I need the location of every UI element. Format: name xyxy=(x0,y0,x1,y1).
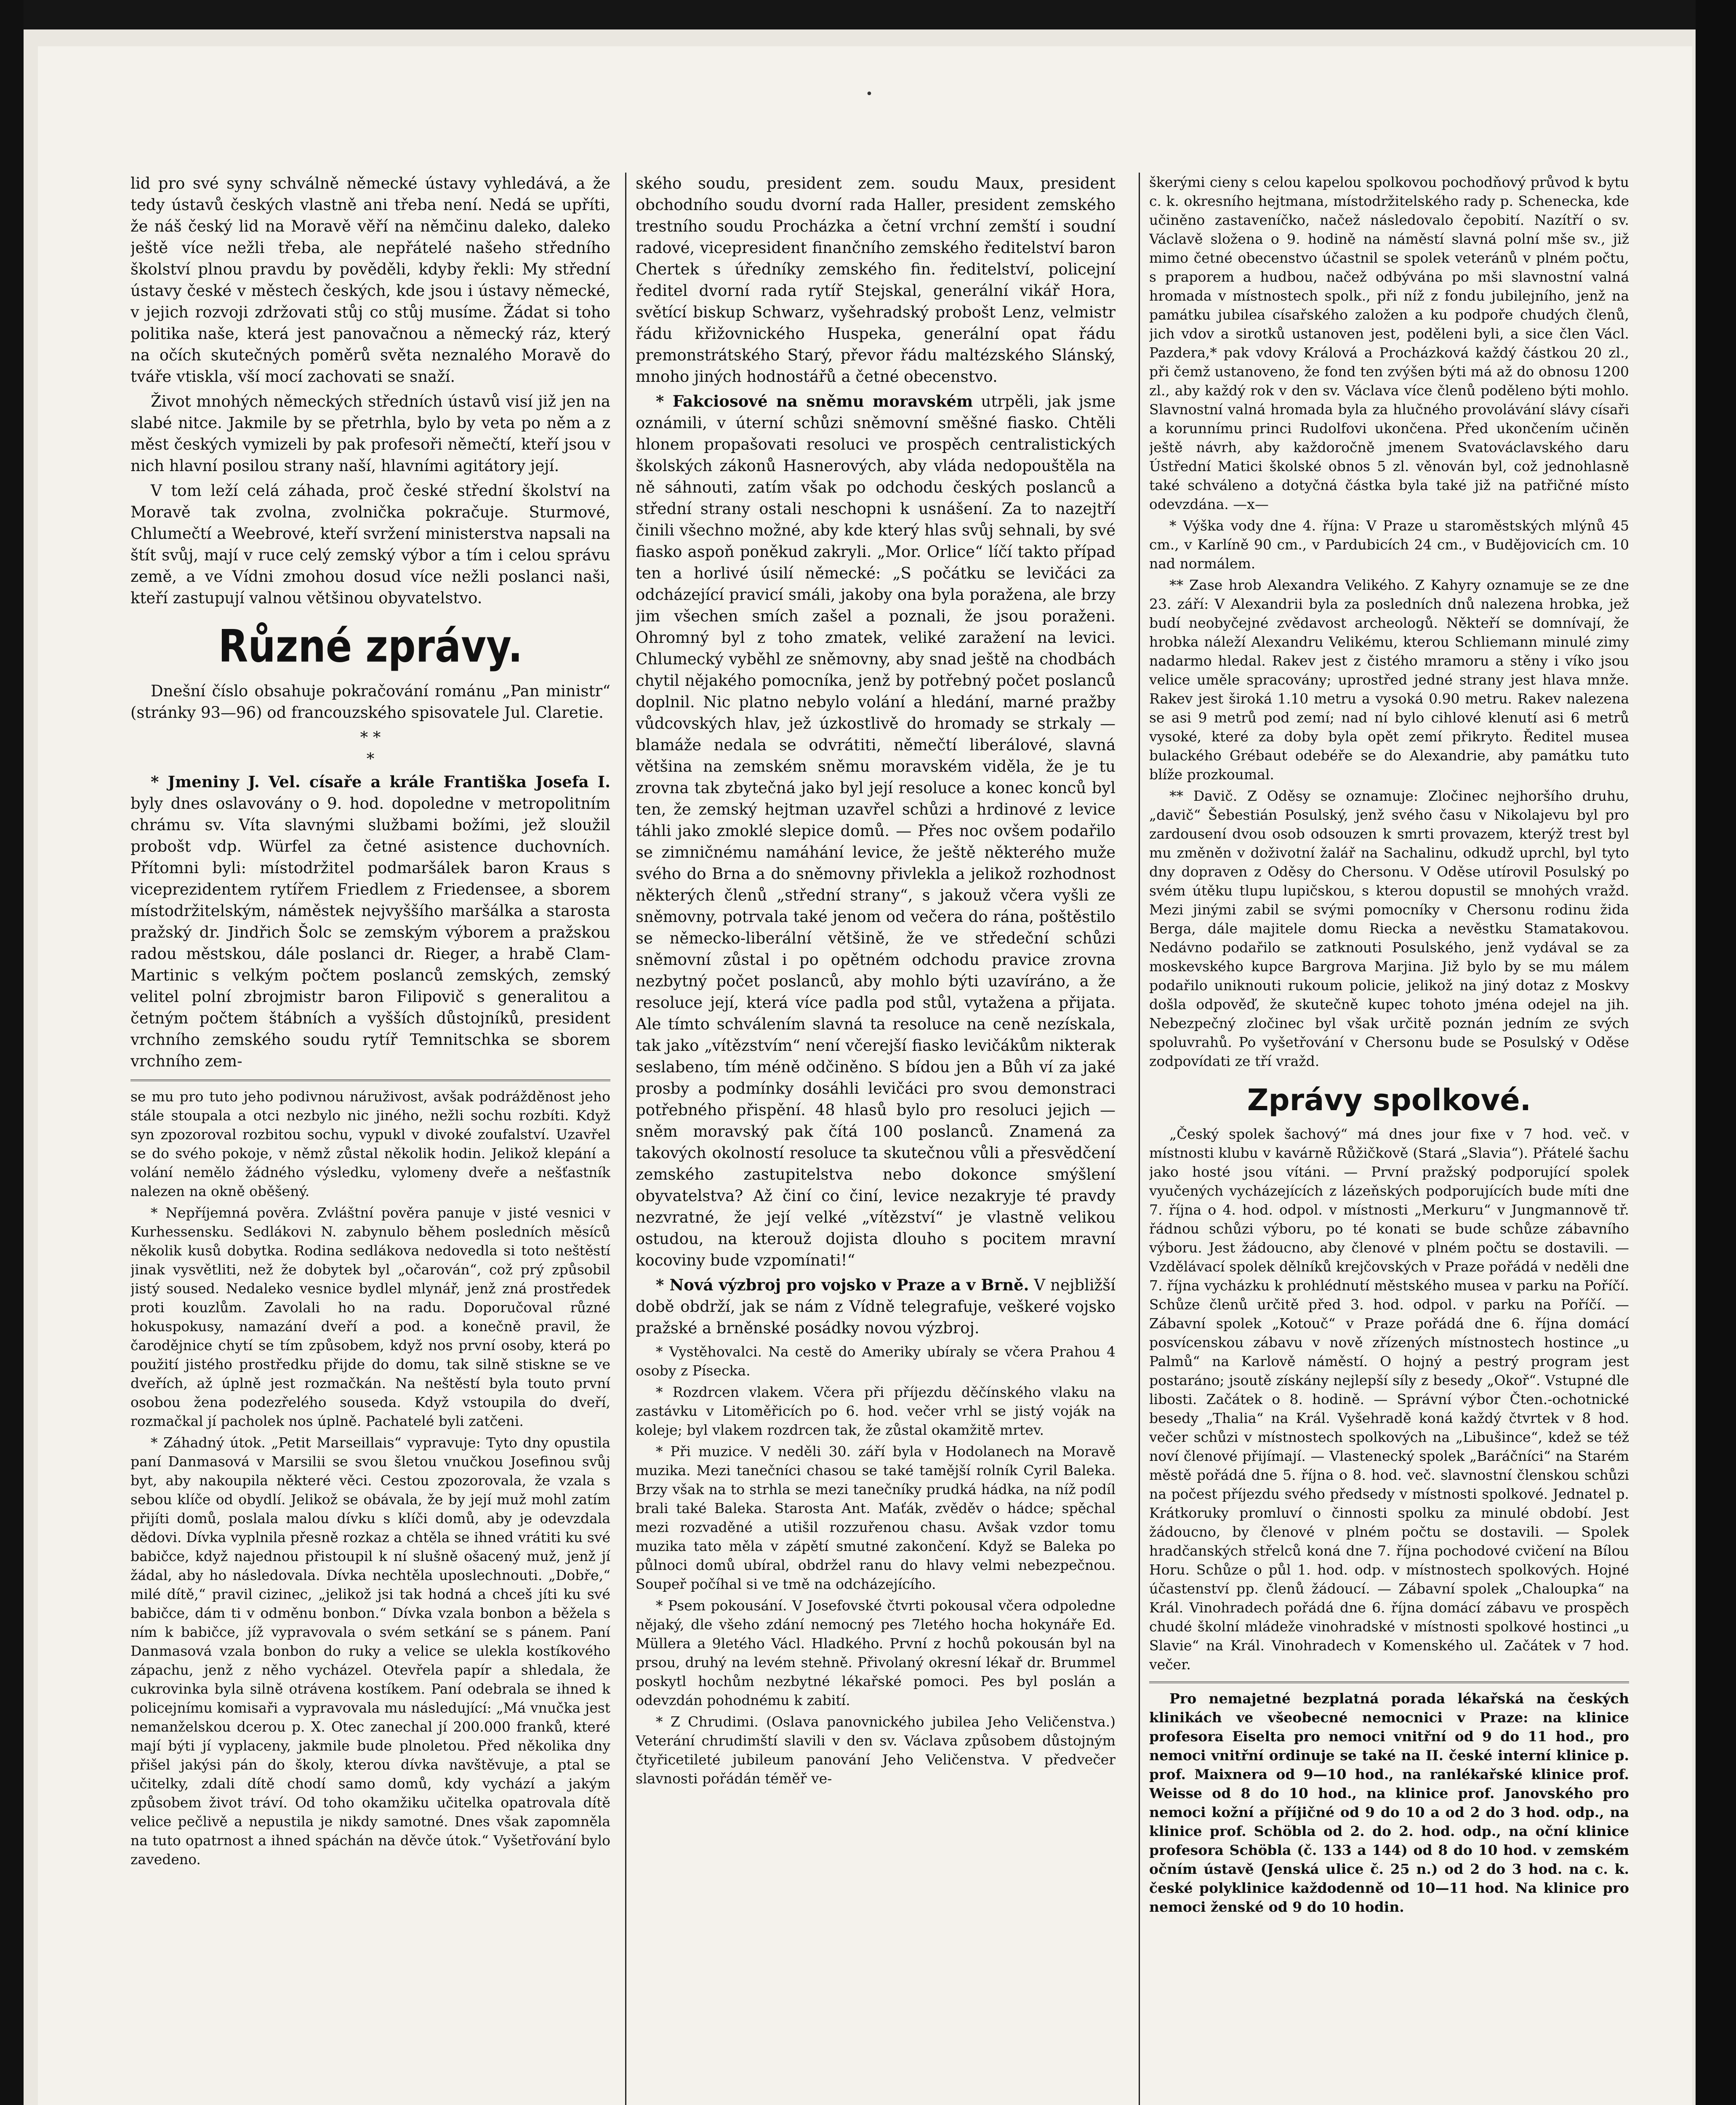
notice-paragraph: Pro nemajetné bezplatná porada lékařská na českých klinikách ve všeobecné nemocnici v Praze: na klinice profesora Eiselta pro nemoci vnitřní od 9 do 11 hod., pro nemoci vnitřní ordinuje se také na II. české interní klinice p. prof. Maixnera od 9—10 hod., na ranlékařské klinice prof. Weisse od 8 do 10 hod., na klinice prof. Janovského pro nemoci kožní a příjičné od 9 do 10 a od 2 do 3 hod. odp., na klinice prof. Schöbla od 2. do 2. hod. odp., na oční klinice profesora Schöbla (č. 133 a 144) od 8 do 10 hod. v zemském očním ústavě (Jenská ulice č. 25 n.) od 2 do 3 hod. na c. k. české polyklinice každodenně od 10—11 hod. Na klinice pro nemoci ženské od 9 do 10 hodin. xyxy=(1149,1690,1629,1915)
news-item: ** Zase hrob Alexandra Velikého. Z Kahyry oznamuje se ze dne 23. září: V Alexandrii byla za posledních dnů nalezena hrobka, jež budí neobyčejné zvědavost archeologů. Někteří se domnívají, že hrobka náleží Alexandru Velikému, kterou Schliemann minulé zimy nadarmo hledal. Rakev jest z čistého mramoru a stěny i víko jsou velice uměle spracovány; uprostřed jedné strany jest hlava mnže. Rakev jest široká 1.10 metru a vysoká 0.90 metru. Rakev nalezena se asi 9 metrů pod zemí; nad ní bylo cihlové klenutí asi 6 metrů vysoké, které za doby byla opět zemí přikryto. Ředitel musea bulackého Grébaut odebéře se do Alexandrie, aby památku tuto blíže prozkoumal. xyxy=(1149,577,1629,783)
news-item: * Z Chrudimi. (Oslava panovnického jubilea Jeho Veličenstva.) Veterání chrudimští slavili v den sv. Václava způsobem důstojným čtyřicetileté jubileum panování Jeho Veličenstva. V předvečer slavnosti pořádán téměř ve- xyxy=(636,1713,1116,1787)
page-marker: • xyxy=(865,87,873,101)
article-paragraph: Dnešní číslo obsahuje pokračování románu „Pan ministr“ (stránky 93—96) od francouzského spisovatele Jul. Claretie. xyxy=(130,682,610,722)
news-item: * Záhadný útok. „Petit Marseillais“ vypravuje: Tyto dny opustila paní Danmasová v Marsilii se svou šletou vnučkou Josefinou svůj byt, aby nakoupila některé věci. Cestou zpozorovala, že vzala s sebou klíče od obydlí. Jelikož se obávala, že by její muž mohl zatím přijíti domů, poslala malou dívku s klíči domů, aby je odevzdala dědovi. Dívka vyplnila přesně rozkaz a chtěla se ihned vrátiti ku své babičce, když najednou přistoupil k ní slušně ošacený muž, jenž jí žádal, aby ho následovala. Dívka nechtěla uposlechnouti. „Dobře,“ milé dítě,“ pravil cizinec, „jelikož jsi tak hodná a chceš jíti ku své babičce, dám ti v odměnu bonbon.“ Dívka vzala bonbon a běžela s ním k babičce, jíž vypravovala o svém setkání se s pánem. Paní Danmasová vzala bonbon do ruky a velice se ulekla kostíkového zápachu, jenž z něho vycházel. Otevřela papír a shledala, že cukrovinka byla silně otrávena kostíkem. Paní odebrala se ihned k policejnímu komisaři a vypravovala mu následující: „Má vnučka jest nemanželskou dcerou p. X. Otec zanechal jí 200.000 franků, které mají býti jí vyplaceny, jakmile bude plnoletou. Před několika dny přišel jakýsi pán do školy, kterou dívka navštěvuje, a ptal se učitelky, zdali dítě chodí samo domů, kdy vychází a jakým způsobem život tráví. Od toho okamžiku učitelka opatrovala dítě velice pečlivě a nepustila je nikdy samotné. Dnes však zapomněla na tuto opatrnost a ihned spáchán na děvče útok.“ Vyšetřování bylo zavedeno. xyxy=(130,1434,610,1868)
news-item: * Rozdrcen vlakem. Včera při příjezdu děčínského vlaku na zastávku v Litoměřicích po 6. hod. večer vrhl se jistý voják na koleje; byl vlakem rozdrcen tak, že zůstal okamžitě mrtev. xyxy=(636,1384,1116,1438)
article-paragraph: ského soudu, president zem. soudu Maux, president obchodního soudu dvorní rada Haller, president zemského trestního soudu Procházka a četní vrchní zemští i soudní radové, vicepresident finančního zemského ředitelství baron Chertek s úředníky zemského fin. ředitelství, policejní ředitel dvorní rada rytíř Stejskal, generální vikář Hora, světící biskup Schwarz, vyšehradský probošt Lenz, velmistr řádu křižovnického Huspeka, generální opat řádu premonstrátského Starý, převor řádu maltézského Slánský, mnoho jiných hodnostářů a četné obecenstvo. xyxy=(636,174,1116,386)
news-item: * Výška vody dne 4. října: V Praze u staroměstských mlýnů 45 cm., v Karlíně 90 cm., v Pardubicích 24 cm., v Budějovicích cm. 10 nad normálem. xyxy=(1149,517,1629,572)
column-rule xyxy=(625,173,626,2105)
section-rule xyxy=(1149,1681,1629,1683)
article-paragraph: V tom leží celá záhada, proč české střední školství na Moravě tak zvolna, zvolnička pokračuje. Sturmové, Chlumečtí a Weebrové, kteří svržení ministerstva napsali na štít svůj, mají v ruce celý zemský výbor a tím i celou správu země, a ve Vídni zmohou dosud více nežli poslanci naši, kteří zastupují valnou většinou obyvatelstvo. xyxy=(130,482,610,607)
article-paragraph: lid pro své syny schválně německé ústavy vyhledává, a že tedy ústavů českých vlastně ani třeba není. Nedá se upříti, že náš český lid na Moravě věří na němčinu daleko, daleko ještě více nežli třeba, ale nepřátelé našeho středního školství plnou pravdu by pověděli, kdyby řekli: My střední ústavy české v městech českých, kde jsou i ústavy německé, v jejich rozvoji zdržovati stůj co stůj musíme. Žádat si toho politika naše, která jest panovačnou a německý ráz, který na očích skutečných poměrů světa neznalého Moravě do tváře vtiskla, vší mocí zachovati se snaží. xyxy=(130,174,610,386)
news-item: se mu pro tuto jeho podivnou náruživost, avšak podrážděnost jeho stále stoupala a otci nezbylo nic jiného, nežli sochu rozbíti. Když syn zpozoroval rozbitou sochu, vypukl v divoké zoufalství. Uzavřel se do svého pokoje, v němž zůstal několik hodin. Jelikož klepání a volání nemělo žádného výsledku, vylomeny dveře a nešťastník nalezen na okně oběšený. xyxy=(130,1088,610,1199)
column-2 xyxy=(636,173,1116,2105)
section-heading: Různé zprávy. xyxy=(218,620,523,672)
news-item: ** Davič. Z Oděsy se oznamuje: Zločinec nejhoršího druhu, „davič“ Šebestián Posulský, jenž svého času v Nikolajevu byl pro zardousení dvou osob odsouzen k smrti provazem, kterýž trest byl mu změněn v doživotní žalář na Sachalinu, odkudž uprchl, byl tyto dny dopraven z Oděsy do Chersonu. V Oděse utírovil Posulský po svém útěku tlupu lupičskou, s kterou dopustil se mnohých vražd. Mezi jinými zabil se svými pomocníky v Chersonu rodinu žida Berga, dále majitele domu Riecka a nevěstku Stamatakovou. Nedávno podařilo se zatknouti Posulského, jenž vydával se za moskevského kupce Bargrova Marjina. Již bylo by se mu málem podařilo uniknouti rukoum policie, jelikož na jiný dotaz z Moskvy došla odpověď, že skutečně kupec tohoto jména odejel na jih. Nebezpečný zločinec byl však určitě poznán jedním ze svých spoluvrahů. Po vyšetřování v Chersonu bude se Posulský v Oděse zodpovídati ze tří vražd. xyxy=(1149,788,1629,1069)
news-item: * Nepříjemná pověra. Zvláštní pověra panuje v jisté vesnici v Kurhessensku. Sedlákovi N. zabynulo během posledních měsíců několik kusů dobytka. Rodina sedlákova nedovedla si toto neštěstí jinak vysvětliti, než že dobytek byl „očarován“, což prý způsobil jistý soused. Nedaleko vesnice bydlel mlynář, jenž zná prostředek proti kouzlům. Zavolali ho na radu. Doporučoval různé hokuspokusy, namazání dveří a pod. a konečně pravil, že čarodějnice chytí se tím způsobem, když nos první osoby, která po použití jistého prostředku přijde do domu, tak silně stiskne se ve dveřích, až úplně jest rozmačkán. Na neštěstí byla touto první osobou žena podezřelého souseda. Když vstoupila do dveří, rozmačkal jí pacholek nos úplně. Pachatelé byli zatčeni. xyxy=(130,1204,610,1429)
section-heading: Zprávy spolkové. xyxy=(1247,1083,1531,1117)
news-item: * Vystěhovalci. Na cestě do Ameriky ubíraly se včera Prahou 4 osoby z Písecka. xyxy=(636,1343,1116,1379)
news-item-text: utrpěli, jak jsme oznámili, v úterní schůzi sněmovní směšné fiasko. Chtěli hlonem propašovati resoluci ve prospěch centralistických školských zákonů Hasnerových, aby vláda nedopouštěla na ně sáhnouti, zatím však po odchodu českých poslanců a střední strany ostali neschopni k usnášení. Za to nazejtří činili všechno možné, aby kde který hlas svůj sehnali, by své fiasko aspoň poněkud zakryli. „Mor. Orlice“ líčí takto případ ten a horlivé úsilí německé: „S počátku se levičáci za odcházející pravicí smáli, jakoby ona byla poražena, ale brzy jim všechen smích zašel a poznali, že jsou poraženi. Ohromný byl z toho zmatek, veliké zaražení na levici. Chlumecký vyběhl ze sněmovny, aby snad ještě na chodbách chytil nějakého pomocníka, jenž by potřebný počet poslanců doplnil. Nic platno nebylo volání a hledání, marné pražby vůdcovských hlav, jež úzkostlivě do hromady se strkaly — blamáže nedala se odvrátiti, němečtí liberálové, slavná většina na zemském sněmu moravském viděla, že je tu zrovna tak zbytečná jako byl její resoluce a konec konců byl ten, že zemský hejtman uzavřel schůzi a hrdinové z levice táhli jako zmoklé slepice domů. — Přes noc ovšem podařilo se zimničnému namáhání levice, že ještě některého muže svého do Brna a do sněmovny přivlekla a jelikož rozhodnost některých členů „střední strany“, s jakouž včera vyšli ze sněmovny, potrvala také jenom od večera do rána, poštěstilo se německo-liberální většině, že ve středeční schůzi sněmovní zůstal i po opětném odchodu pravice zrovna nezbytný počet poslanců, aby mohlo býti uzavíráno, a že resoluce její, která více padla pod stůl, vytažena a přijata. Ale tímto schválením slavná ta resoluce na ceně nezískala, tak jako „vítězstvím“ není včerejší fiasko levičákům nikterak seslabeno, tím méně odčiněno. S bídou jen a Bůh ví za jaké prosby a podmínky dosáhli levičáci pro svou demonstraci potřebného přispění. 48 hlasů bylo pro resoluci jejich — sněm moravský pak čítá 100 poslanců. Znamená za takových okolností resoluce ta skutečnou vůli a přesvědčení zemského zastupitelstva nebo dokonce smýšlení obyvatelstva? Až činí co činí, levice nezakryje té pravdy nezvratné, že její velké „vítězství“ je vlastně velikou ostudou, na kterouž dojista dlouho s pocitem mravní kocoviny bude vzpomínati!“ xyxy=(636,392,1116,1269)
scan-border-left xyxy=(0,0,24,2105)
news-item: * Psem pokousání. V Josefovské čtvrti pokousal včera odpoledne nějaký, dle všeho zdání nemocný pes 7letého hocha hokynáře Ed. Müllera a 9letého Václ. Hladkého. První z hochů pokousán byl na prsou, druhý na levém stehně. Přivolaný okresní lékař dr. Brummel poskytl hochům nezbytné lékařské pomoci. Pes byl poslán a odevzdán pohodnému k zabití. xyxy=(636,1597,1116,1708)
news-item-title: * Nová výzbroj pro vojsko v Praze a v Brně. xyxy=(656,1276,1029,1294)
news-item: „Český spolek šachový“ má dnes jour fixe v 7 hod. več. v místnosti klubu v kavárně Růžičkově (Stará „Slavia“). Přátelé šachu jako hosté jsou vítáni. — První pražský podporující spolek vyučených vycházejících z lázeňských podporujících bude míti dne 7. října o 4. hod. odpol. v místnosti „Merkuru“ v Jungmannově tř. řádnou schůzi výboru, po té konati se bude schůze zábavního výboru. Jest žádoucno, aby členové v plném počtu se dostavili. — Vzdělávací spolek dělníků krejčovských v Praze pořádá v neděli dne 7. října vycházku k prohlédnutí městského musea v parku na Poříčí. Schůze členů určitě před 3. hod. odpol. v parku na Poříčí. — Zábavní spolek „Kotouč“ v Praze pořádá dne 6. října domácí posvícenskou zábavu v nově zřízených místnostech hostince „u Palmů“ na Karlově náměstí. O hojný a pestrý program jest postaráno; jsoutě získány nejlepší síly z besedy „Okoř“. Vstupné dle libosti. Začátek o 8. hodině. — Správní výbor Čten.-ochotnické besedy „Thalia“ na Král. Vyšehradě koná každý čtvrtek v 8 hod. večer schůzi v místnostech spolkových na „Libušince“, kdež se též noví členové přijímají. — Vlastenecký spolek „Baráčníci“ na Starém městě pořádá dne 5. října o 8. hod. več. slavnostní členskou schůzi na počest příjezdu svého předsedy v místnosti spolkové. Jednatel p. Krátkoruky promluví o činnosti spolku za minulé období. Jest žádoucno, by členové v plném počtu se dostavili. — Spolek hradčanských střelců koná dne 7. října pochodové cvičení na Bílou Horu. Schůze o půl 1. hod. odp. v místnostech spolkových. Hojné účastenství pp. členů žádoucí. — Zábavní spolek „Chaloupka“ na Král. Vinohradech pořádá dne 6. října domácí zábavu ve prospěch chudé školní mládeže vinohradské v místnosti spolkové hostinci „u Slavie“ na Král. Vinohradech v Komenského ul. Začátek v 7 hod. večer. xyxy=(1149,1126,1629,1673)
column-1 xyxy=(130,173,610,2105)
news-item: škerými cieny s celou kapelou spolkovou pochodňový průvod k bytu c. k. okresního hejtmana, místodržitelského rady p. Schenecka, kde učiněno zastaveníčko, načež následovalo čepobití. Nazítří o sv. Václavě složena o 9. hodině na náměstí slavná polní mše sv., již mimo četné obecenstvo účastnil se spolek veteránů v plném počtu, s praporem a hudbou, načež odbývána po mši slavnostní valná hromada v místnostech spolk., při níž z fondu jubilejního, jenž na památku jubilea císařského založen a ku podpoře chudých členů, jich vdov a sirotků ustanoven jest, poděleni byli, a sice člen Václ. Pazdera,* pak vdovy Králová a Procházková každý částkou 20 zl., při čemž ustanoveno, že fond ten zvýšen býti má až do obnosu 1200 zl., aby každý rok v den sv. Václava více členů poděleno býti mohlo. Slavnostní valná hromada byla za hlučného provolávání slávy císaři a korunnímu princi Rudolfovi ukončena. Před ukončením učiněn ještě návrh, aby každoročně jmenem Svatováclavského daru Ústřední Matici školské obnos 5 zl. věnován byl, což jednohlasně také schváleno a dotyčná částka byla také již na patřičné místo odevzdána. —x— xyxy=(1149,174,1629,512)
separator-stars: * * * xyxy=(360,728,381,768)
newspaper-page xyxy=(38,46,1692,2105)
article-paragraph: Život mnohých německých středních ústavů visí již jen na slabé nitce. Jakmile by se přetrhla, bylo by veta po něm a z měst českých vymizeli by pak profesoři němečtí, kteří jsou v nich hlavní posilou strany naší, hlavními agitátory její. xyxy=(130,392,610,475)
column-3 xyxy=(1149,173,1629,2105)
news-item-text: V nejbližší době obdrží, jak se nám z Vídně telegrafuje, veškeré vojsko pražské a brněnské posádky novou výzbroj. xyxy=(636,1276,1116,1337)
news-item: * Při muzice. V neděli 30. září byla v Hodolanech na Moravě muzika. Mezi tanečníci chasou se také tamější rolník Cyril Baleka. Brzy však na to strhla se mezi tanečníky prudká hádka, na níž podíl brali také Balekа. Starosta Ant. Maťák, zvěděv o hádce; spěchal mezi rozvaděné a utišil rozzuřenou chasu. Avšak vzdor tomu muzika tato měla v zápětí smutné zakončení. Když se Baleka po půlnoci domů ubíral, obdržel ranu do hlavy velmi nebezpečnou. Soupeř počíhal si ve tmě na odcházejícího. xyxy=(636,1443,1116,1592)
news-item-title: * Jmeniny J. Vel. císaře a krále Františka Josefa I. xyxy=(151,773,610,791)
column-rule xyxy=(1139,173,1140,2105)
scan-border-top xyxy=(0,0,1736,29)
scan-border-right xyxy=(1696,0,1736,2105)
news-item-title: * Fakciosové na sněmu moravském xyxy=(656,392,973,410)
feuilleton-rule xyxy=(130,1079,610,1081)
news-item-text: byly dnes oslavovány o 9. hod. dopoledne v metropolitním chrámu sv. Víta slavnými službami božími, jež sloužil probošt vdp. Würfel za četné asistence duchovních. Přítomni byli: místodržitel podmaršálek baron Kraus s viceprezidentem rytířem Friedlem z Friedensee, a sborem místodržitelským, náměstek nejvyššího maršálka a starosta pražský dr. Jindřich Šolc se zemským výborem a pražskou radou městskou, dále poslanci dr. Rieger, a hrabě Clam-Martinic s velkým počtem poslanců zemských, zemský velitel polní zbrojmistr baron Filipovič s generalitou a četným počtem štábních a vyšších důstojníků, president vrchního zemského soudu rytíř Temnitschka se sborem vrchního zem- xyxy=(130,794,610,1070)
